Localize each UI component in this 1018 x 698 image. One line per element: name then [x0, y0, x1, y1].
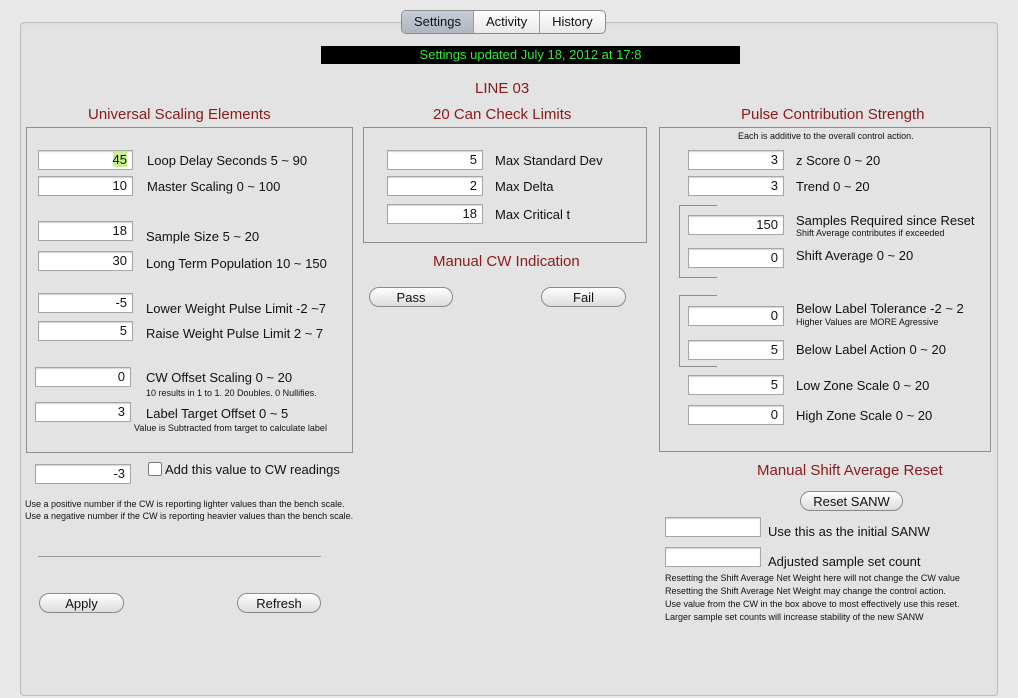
tab-bar — [401, 10, 606, 34]
samples-required-label: Samples Required since Reset — [796, 213, 975, 228]
loop-delay-label: Loop Delay Seconds 5 ~ 90 — [147, 153, 308, 168]
trend-input[interactable]: 3 — [688, 176, 784, 196]
loop-delay-input[interactable] — [38, 150, 133, 170]
pulse-heading: Pulse Contribution Strength — [741, 106, 925, 123]
below-label-tolerance-note: Higher Values are MORE Agressive — [796, 317, 939, 327]
master-scaling-label: Master Scaling 0 ~ 100 — [147, 179, 281, 194]
max-standard-dev-input[interactable]: 5 — [387, 150, 483, 170]
lower-weight-pulse-label: Lower Weight Pulse Limit -2 ~7 — [146, 301, 327, 316]
cw-offset-scaling-note: 10 results in 1 to 1. 20 Doubles. 0 Nullifies. — [146, 388, 317, 398]
max-critical-t-label: Max Critical t — [495, 207, 571, 222]
can-check-heading: 20 Can Check Limits — [433, 106, 572, 123]
z-score-input[interactable]: 3 — [688, 150, 784, 170]
cw-add-value-input[interactable]: -3 — [35, 464, 131, 484]
below-label-tolerance-label: Below Label Tolerance -2 ~ 2 — [796, 301, 964, 316]
tab-activity[interactable]: Activity — [474, 11, 540, 33]
long-term-population-label: Long Term Population 10 ~ 150 — [146, 256, 327, 271]
label-target-offset-label: Label Target Offset 0 ~ 5 — [146, 406, 289, 421]
divider — [38, 556, 321, 557]
loop-delay-value: 45 — [112, 152, 127, 167]
initial-sanw-label: Use this as the initial SANW — [768, 524, 930, 539]
reset-note-2: Resetting the Shift Average Net Weight may change the control action. — [665, 586, 946, 596]
sample-set-count-input[interactable] — [665, 547, 761, 567]
reset-sanw-button[interactable]: Reset SANW — [800, 491, 903, 511]
samples-required-note: Shift Average contributes if exceeded — [796, 228, 945, 238]
long-term-population-input[interactable]: 30 — [38, 251, 133, 271]
low-zone-scale-label: Low Zone Scale 0 ~ 20 — [796, 378, 930, 393]
cw-offset-scaling-label: CW Offset Scaling 0 ~ 20 — [146, 370, 293, 385]
high-zone-scale-input[interactable]: 0 — [688, 405, 784, 425]
pulse-subtitle: Each is additive to the overall control action. — [738, 131, 914, 141]
below-label-action-label: Below Label Action 0 ~ 20 — [796, 342, 946, 357]
reset-note-3: Use value from the CW in the box above to most effectively use this reset. — [665, 599, 960, 609]
low-zone-scale-input[interactable]: 5 — [688, 375, 784, 395]
universal-heading: Universal Scaling Elements — [88, 106, 271, 123]
sample-size-label: Sample Size 5 ~ 20 — [146, 229, 260, 244]
label-target-offset-input[interactable]: 3 — [35, 402, 131, 422]
below-label-action-input[interactable]: 5 — [688, 340, 784, 360]
initial-sanw-input[interactable] — [665, 517, 761, 537]
sample-set-count-label: Adjusted sample set count — [768, 554, 921, 569]
fail-button[interactable]: Fail — [541, 287, 626, 307]
max-delta-label: Max Delta — [495, 179, 554, 194]
status-banner: Settings updated July 18, 2012 at 17:8 — [321, 46, 740, 64]
max-standard-dev-label: Max Standard Dev — [495, 153, 603, 168]
cw-add-checkbox[interactable] — [148, 462, 162, 476]
cw-offset-scaling-input[interactable]: 0 — [35, 367, 131, 387]
max-delta-input[interactable]: 2 — [387, 176, 483, 196]
samples-required-input[interactable]: 150 — [688, 215, 784, 235]
tab-settings[interactable]: Settings — [402, 11, 474, 33]
sample-size-input[interactable]: 18 — [38, 221, 133, 241]
raise-weight-pulse-label: Raise Weight Pulse Limit 2 ~ 7 — [146, 326, 324, 341]
z-score-label: z Score 0 ~ 20 — [796, 153, 881, 168]
shift-average-input[interactable]: 0 — [688, 248, 784, 268]
high-zone-scale-label: High Zone Scale 0 ~ 20 — [796, 408, 933, 423]
tab-history[interactable]: History — [552, 14, 593, 29]
refresh-button[interactable]: Refresh — [237, 593, 321, 613]
raise-weight-pulse-input[interactable]: 5 — [38, 321, 133, 341]
below-label-tolerance-input[interactable]: 0 — [688, 306, 784, 326]
reset-note-1: Resetting the Shift Average Net Weight here will not change the CW value — [665, 573, 960, 583]
shift-average-label: Shift Average 0 ~ 20 — [796, 248, 914, 263]
cw-note-negative: Use a negative number if the CW is reporting heavier values than the bench scale. — [25, 511, 354, 521]
trend-label: Trend 0 ~ 20 — [796, 179, 870, 194]
apply-button[interactable]: Apply — [39, 593, 124, 613]
shift-reset-heading: Manual Shift Average Reset — [757, 462, 943, 479]
master-scaling-input[interactable]: 10 — [38, 176, 133, 196]
reset-note-4: Larger sample set counts will increase stability of the new SANW — [665, 612, 924, 622]
pass-button[interactable]: Pass — [369, 287, 453, 307]
max-critical-t-input[interactable]: 18 — [387, 204, 483, 224]
lower-weight-pulse-input[interactable]: -5 — [38, 293, 133, 313]
cw-add-label: Add this value to CW readings — [165, 462, 340, 477]
label-target-offset-note: Value is Subtracted from target to calculate label — [134, 423, 327, 433]
manual-cw-heading: Manual CW Indication — [433, 253, 580, 270]
cw-note-positive: Use a positive number if the CW is reporting lighter values than the bench scale. — [25, 499, 345, 509]
line-title: LINE 03 — [475, 80, 530, 97]
